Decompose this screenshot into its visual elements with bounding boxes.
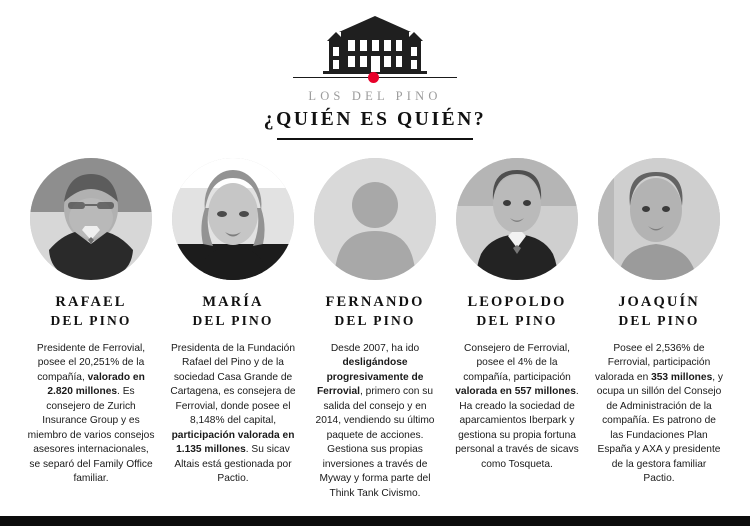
- person-bio-fernando: Desde 2007, ha ido desligándose progresivamente de Ferrovial, primero con su salida del consejo y en 2014, vendiendo su último paquete de acciones. Gestiona sus propias inversiones a través de Myway y forma parte del Think Tank Civismo.: [315, 343, 435, 499]
- portrait-photo-maria: [172, 158, 294, 280]
- header: [0, 0, 750, 140]
- mansion-crest-icon: [0, 8, 750, 76]
- person-name-fernando: [326, 293, 425, 330]
- person-first-name: FERNANDO: [325, 294, 425, 310]
- crest-divider: [0, 72, 750, 82]
- person-name-leopoldo: [468, 293, 567, 330]
- person-card-leopoldo: [451, 158, 583, 472]
- person-first-name: LEOPOLDO: [467, 294, 567, 310]
- person-first-name: RAFAEL: [55, 294, 127, 310]
- person-name-rafael: [51, 293, 132, 330]
- page-title: ¿QUIÉN ES QUIÉN?: [263, 109, 487, 130]
- person-bio-maria: Presidenta de la Fundación Rafael del Pino y de la sociedad Casa Grande de Cartagena, es consejera de Ferrovial, donde posee el 8,148% del capital, participación valorada en 1.135 millones. Su sicav Altais está gestionada por Pactio.: [170, 343, 296, 485]
- person-first-name: MARÍA: [202, 294, 264, 310]
- person-last-name: DEL PINO: [476, 313, 558, 329]
- person-card-maria: [167, 158, 299, 487]
- person-card-fernando: [309, 158, 441, 501]
- person-card-rafael: [25, 158, 157, 487]
- portrait-photo-rafael: [30, 158, 152, 280]
- person-bio-leopoldo: Consejero de Ferrovial, posee el 4% de la compañía, participación valorada en 557 millones. Ha creado la sociedad de aparcamientos Iberpark y gestiona su propia fortuna personal a través de sicavs como Tosqueta.: [455, 343, 579, 470]
- person-last-name: DEL PINO: [50, 313, 132, 329]
- bottom-bar: [0, 516, 750, 526]
- person-first-name: JOAQUÍN: [618, 294, 700, 310]
- portrait-silhouette-fernando: [314, 158, 436, 280]
- person-name-maria: [193, 293, 274, 330]
- person-last-name: DEL PINO: [618, 313, 700, 329]
- red-dot-accent: [368, 72, 379, 83]
- person-name-joaquin: [618, 293, 700, 330]
- person-last-name: DEL PINO: [192, 313, 274, 329]
- portrait-photo-joaquin: [598, 158, 720, 280]
- portrait-photo-leopoldo: [456, 158, 578, 280]
- person-last-name: DEL PINO: [334, 313, 416, 329]
- person-card-joaquin: [593, 158, 725, 487]
- person-bio-joaquin: Posee el 2,536% de Ferrovial, participación valorada en 353 millones, y ocupa un sillón del Consejo de Administración de la compañía. Es patrono de las Fundaciones Plan España y AXA y presidente de la gestora familiar Pactio.: [595, 343, 723, 485]
- kicker-text: LOS DEL PINO: [308, 89, 442, 103]
- people-list: [0, 140, 750, 501]
- person-bio-rafael: Presidente de Ferrovial, posee el 20,251% de la compañía, valorado en 2.820 millones. Es consejero de Zurich Insurance Group y es miembro de varios consejos asesores internacionales, se separó del Family Office familiar.: [27, 343, 155, 485]
